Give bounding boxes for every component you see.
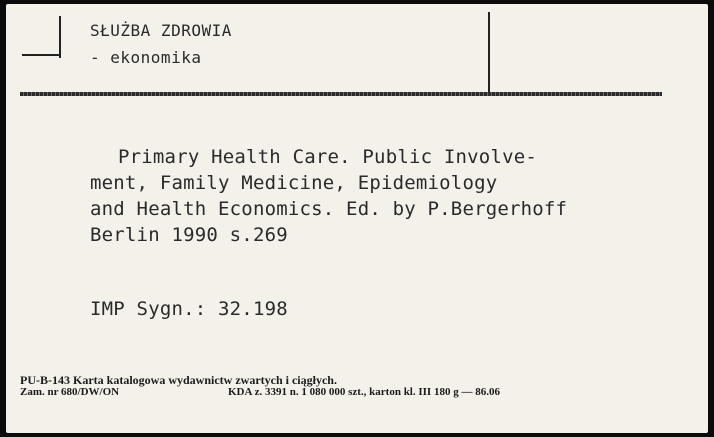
print-order-line <box>20 386 500 398</box>
print-run-info: KDA z. 3391 n. 1 080 000 szt., karton kl. III 180 g — 86.06 <box>228 386 500 398</box>
corner-mark-vertical <box>59 16 61 58</box>
order-number: Zam. nr 680/DW/ON <box>20 386 120 398</box>
subject-heading: SŁUŻBA ZDROWIA <box>90 21 232 40</box>
header-divider-vertical <box>488 12 490 96</box>
call-number: IMP Sygn.: 32.198 <box>90 298 288 320</box>
entry-line-1: Primary Health Care. Public Involve- <box>118 146 538 168</box>
entry-line-4: Berlin 1990 s.269 <box>90 224 288 246</box>
header-rule <box>20 92 662 96</box>
catalog-card <box>6 4 708 433</box>
corner-mark-horizontal <box>22 54 61 56</box>
form-footer: PU-B-143 Karta katalogowa wydawnictw zwartych i ciągłych. <box>20 373 337 387</box>
entry-line-2: ment, Family Medicine, Epidemiology <box>90 172 498 194</box>
subject-subheading: - ekonomika <box>90 48 202 67</box>
entry-line-3: and Health Economics. Ed. by P.Bergerhoff <box>90 198 568 220</box>
